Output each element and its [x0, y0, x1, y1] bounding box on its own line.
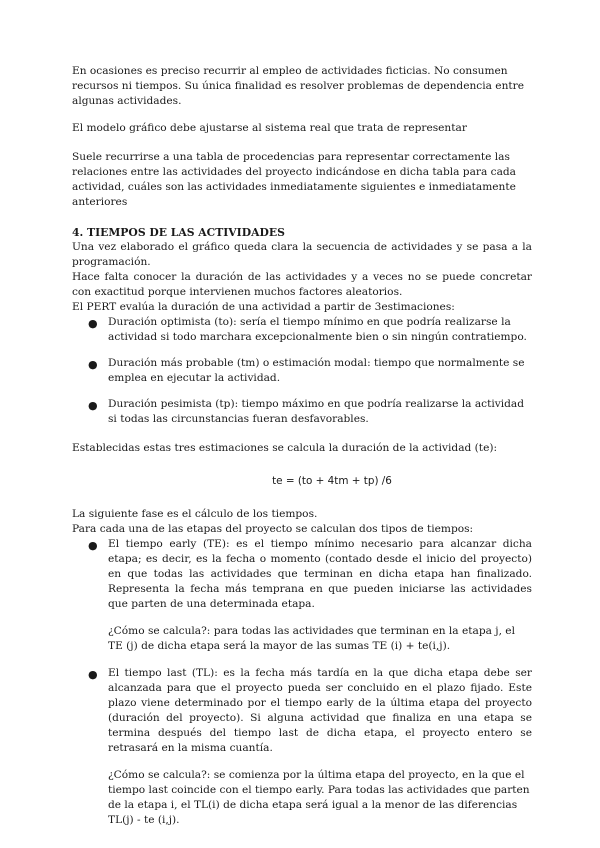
times-list	[72, 537, 532, 828]
estimate-probable: Duración más probable (tm) o estimación modal: tiempo que normalmente se emplea en ejecutar la actividad.	[108, 357, 525, 384]
list-item	[72, 666, 532, 828]
bullet-icon: ●	[88, 668, 98, 681]
bullet-icon: ●	[88, 539, 98, 552]
time-last-calc: ¿Cómo se calcula?: se comienza por la última etapa del proyecto, en la que el tiempo last coincide con el tiempo early. Para todas las actividades que parten de la etapa i, el TL(i) de dicha etapa será igual a la menor de las diferencias TL(j) - te (i,j).	[108, 769, 530, 826]
pert-formula: te = (to + 4tm + tp) /6	[272, 475, 392, 487]
bullet-icon: ●	[88, 358, 98, 371]
list-item	[72, 356, 532, 386]
bullet-icon: ●	[88, 317, 98, 330]
bullet-icon: ●	[88, 399, 98, 412]
paragraph-estimaciones: Establecidas estas tres estimaciones se calcula la duración de la actividad (te):	[72, 442, 498, 454]
paragraph-ficticias: En ocasiones es preciso recurrir al empleo de actividades ficticias. No consumen recursos ni tiempos. Su única finalidad es resolver problemas de dependencia entre algunas actividades.	[72, 65, 524, 107]
estimates-list	[72, 315, 532, 427]
estimate-pesimista: Duración pesimista (tp): tiempo máximo en que podría realizarse la actividad si todas las circunstancias fueran desfavorables.	[108, 398, 524, 425]
paragraph-dos-tipos: Para cada una de las etapas del proyecto se calculan dos tipos de tiempos:	[72, 523, 474, 535]
estimate-optimista: Duración optimista (to): sería el tiempo mínimo en que podría realizarse la actividad si todo marchara excepcionalmente bien o sin ningún contratiempo.	[108, 316, 527, 343]
paragraph-modelo-grafico: El modelo gráfico debe ajustarse al sistema real que trata de representar	[72, 122, 467, 134]
list-item	[72, 537, 532, 654]
paragraph-intro-pert: El PERT evalúa la duración de una actividad a partir de 3estimaciones:	[72, 301, 455, 313]
paragraph-intro-duracion: Hace falta conocer la duración de las actividades y a veces no se puede concretar con exactitud porque intervienen muchos factores aleatorios.	[72, 271, 532, 298]
paragraph-intro-programacion: Una vez elaborado el gráfico queda clara la secuencia de actividades y se pasa a la programación.	[72, 241, 532, 268]
paragraph-siguiente-fase: La siguiente fase es el cálculo de los tiempos.	[72, 508, 318, 520]
time-last-description: El tiempo last (TL): es la fecha más tardía en la que dicha etapa debe ser alcanzada para que el proyecto pueda ser concluido en el plazo fijado. Este plazo viene determinado por el tiempo early de la última etapa del proyecto (duración del proyecto). Si alguna actividad que finaliza en una etapa se termina después del tiempo last de dicha etapa, el proyecto entero se retrasará en la misma cuantía.	[108, 667, 532, 754]
section-heading: 4. TIEMPOS DE LAS ACTIVIDADES	[72, 226, 285, 239]
list-item	[72, 397, 532, 427]
time-early-calc: ¿Cómo se calcula?: para todas las actividades que terminan en la etapa j, el TE (j) de dicha etapa será la mayor de las sumas TE (i) + te(i,j).	[108, 625, 515, 652]
document-page	[72, 64, 532, 828]
list-item	[72, 315, 532, 345]
paragraph-tabla-procedencias: Suele recurrirse a una tabla de procedencias para representar correctamente las relaciones entre las actividades del proyecto indicándose en dicha tabla para cada actividad, cuáles son las actividades inmediatamente siguientes e inmediatamente anteriores	[72, 151, 517, 208]
time-early-description: El tiempo early (TE): es el tiempo mínimo necesario para alcanzar dicha etapa; es decir, es la fecha o momento (contado desde el inicio del proyecto) en que todas las actividades que terminan en dicha etapa han finalizado. Representa la fecha más temprana en que pueden iniciarse las actividades que parten de una determinada etapa.	[108, 538, 532, 610]
